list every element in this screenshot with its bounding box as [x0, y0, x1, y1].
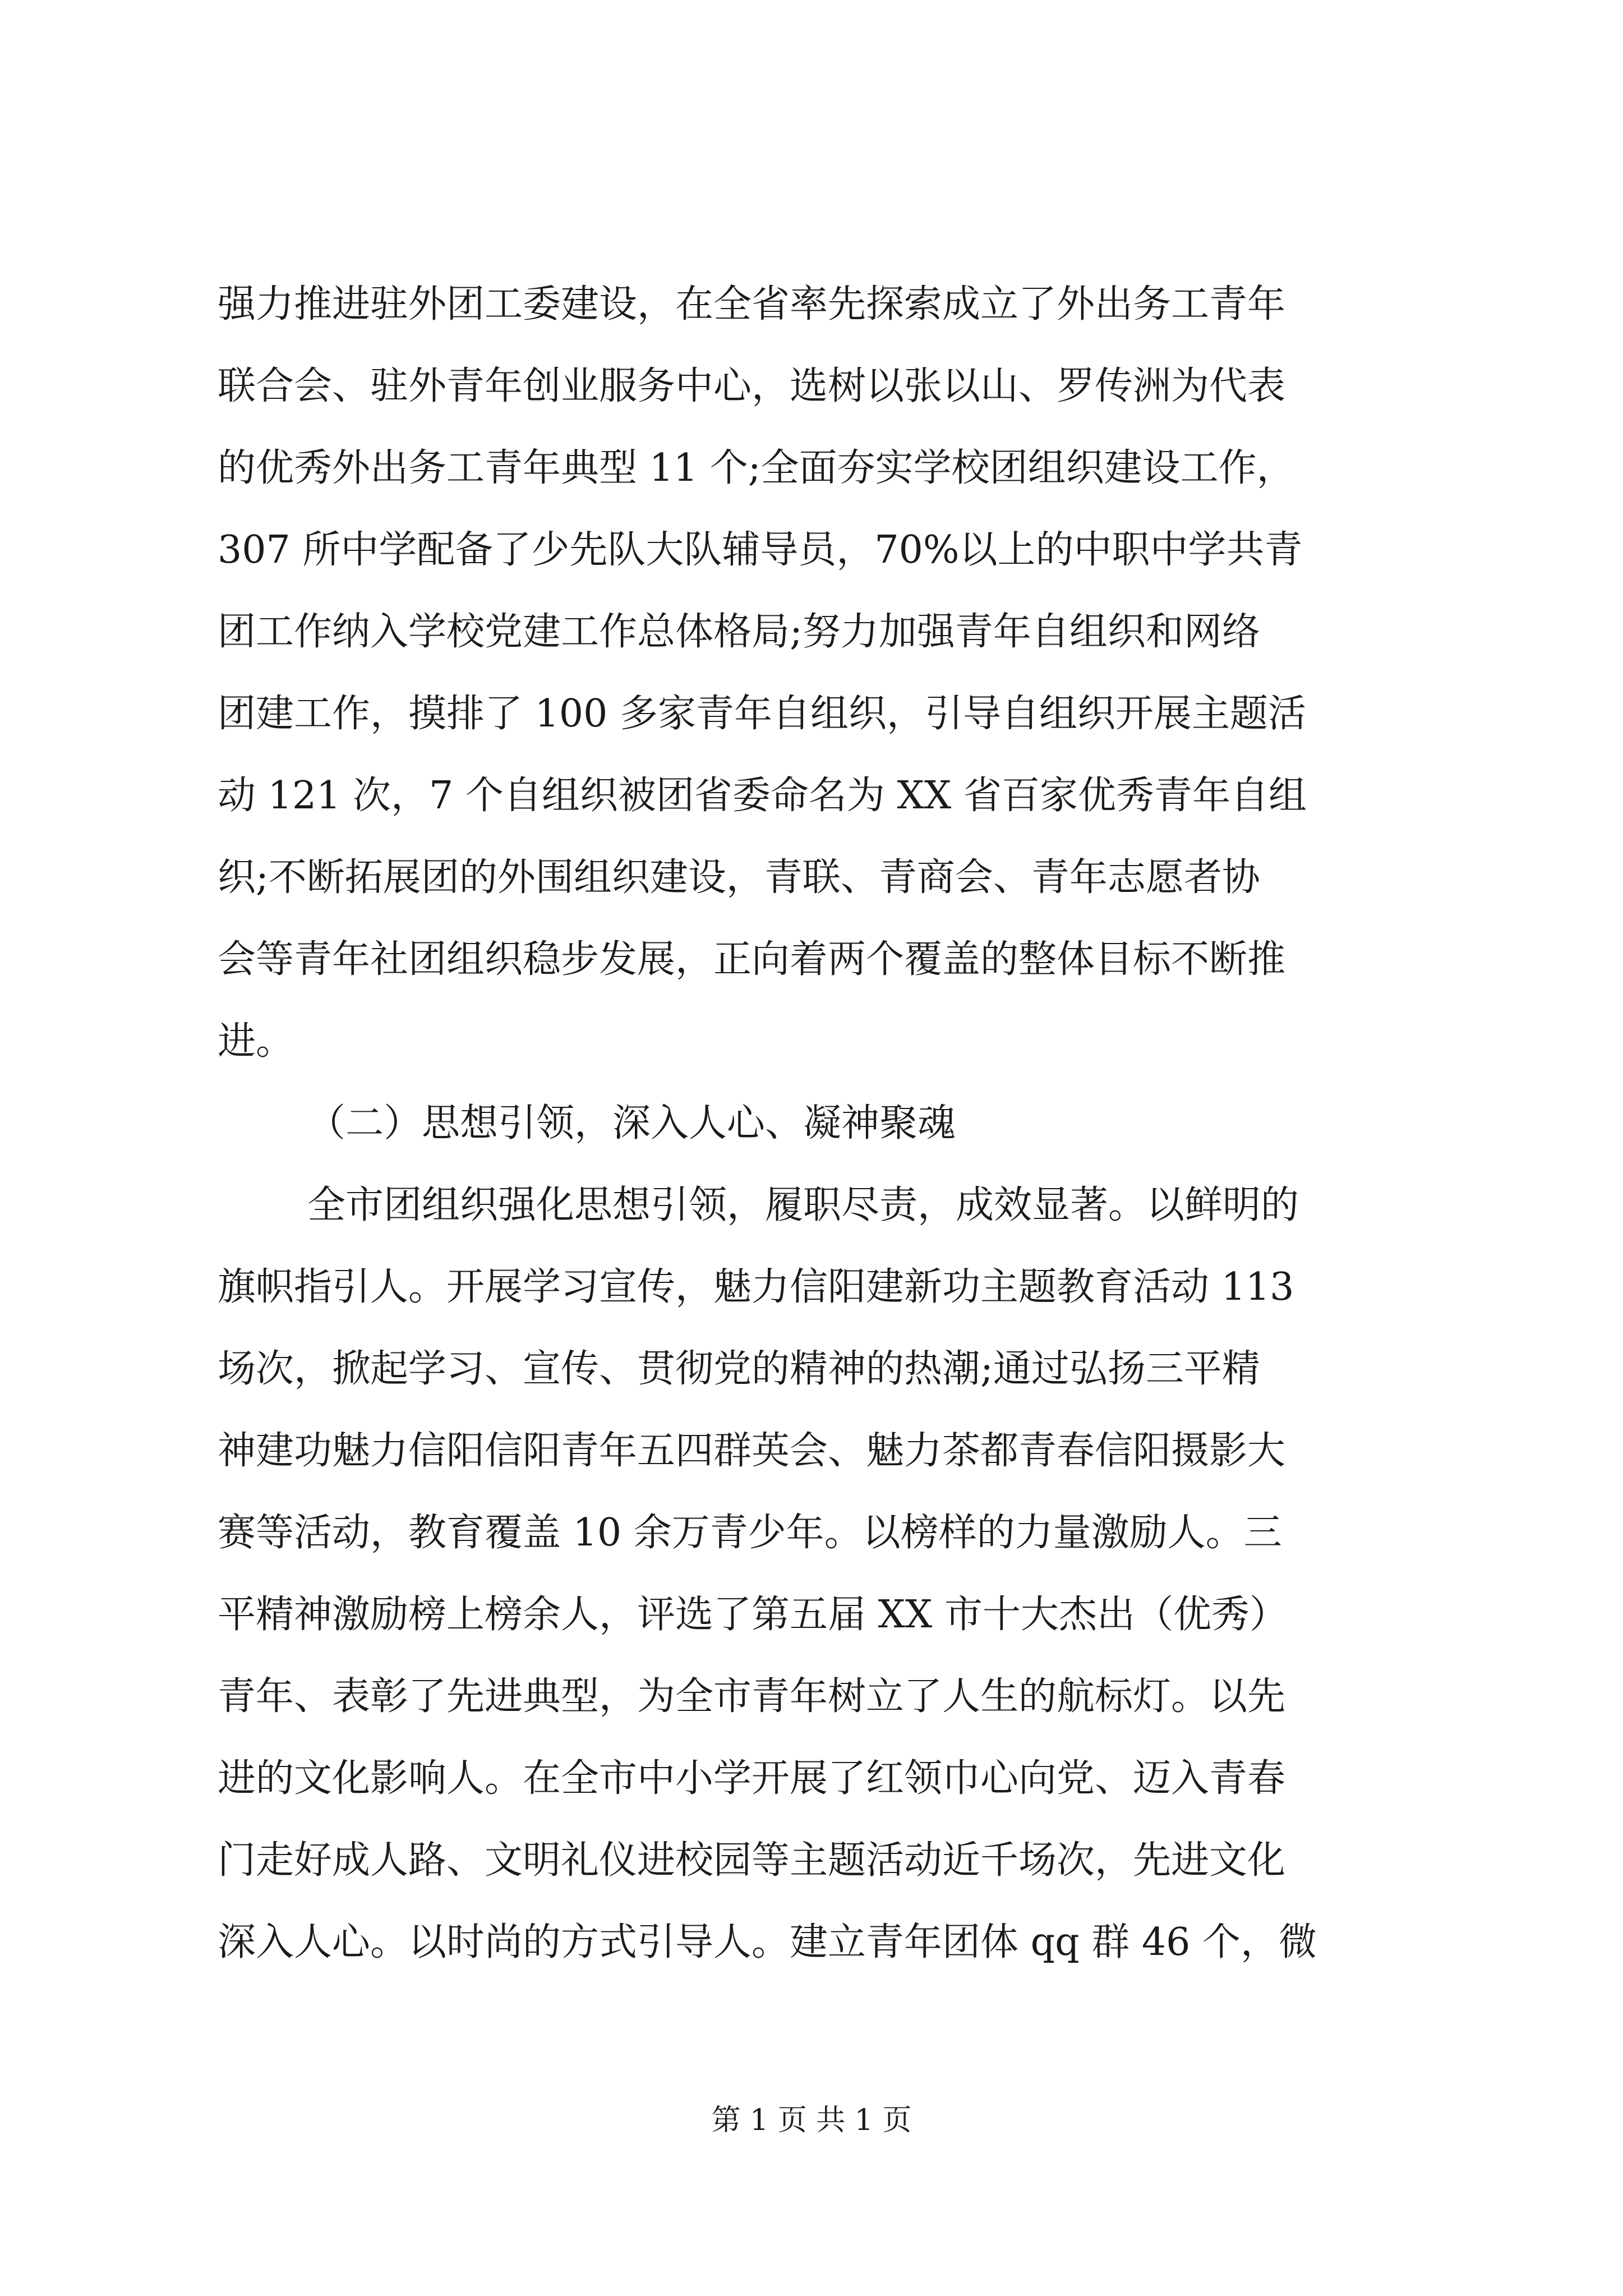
- body-line: 团建工作，摸排了 100 多家青年自组织，引导自组织开展主题活: [218, 692, 1307, 736]
- body-line: 307 所中学配备了少先队大队辅导员，70%以上的中职中学共青: [218, 528, 1303, 572]
- page-footer: 第 1 页 共 1 页: [711, 2104, 912, 2137]
- body-line: 的优秀外出务工青年典型 11 个;全面夯实学校团组织建设工作，: [218, 446, 1295, 490]
- body-line: 进。: [218, 1019, 294, 1064]
- body-line: 联合会、驻外青年创业服务中心，选树以张以山、罗传洲为代表: [218, 364, 1286, 408]
- body-line: 织;不断拓展团的外围组织建设，青联、青商会、青年志愿者协: [218, 855, 1260, 900]
- paragraph-line: 深入人心。以时尚的方式引导人。建立青年团体 qq 群 46 个，微: [218, 1920, 1317, 1964]
- body-line: 团工作纳入学校党建工作总体格局;努力加强青年自组织和网络: [218, 610, 1260, 654]
- paragraph-line: 平精神激励榜上榜余人，评选了第五届 XX 市十大杰出（优秀）: [218, 1593, 1288, 1637]
- paragraph-line: 赛等活动，教育覆盖 10 余万青少年。以榜样的力量激励人。三: [218, 1511, 1282, 1555]
- body-line: 强力推进驻外团工委建设，在全省率先探索成立了外出务工青年: [218, 282, 1286, 326]
- paragraph-line: 神建功魅力信阳信阳青年五四群英会、魅力茶都青春信阳摄影大: [218, 1429, 1286, 1473]
- body-line: 动 121 次，7 个自组织被团省委命名为 XX 省百家优秀青年自组: [218, 774, 1307, 818]
- body-line: 会等青年社团组织稳步发展，正向着两个覆盖的整体目标不断推: [218, 937, 1286, 982]
- paragraph-line: 旗帜指引人。开展学习宣传，魅力信阳建新功主题教育活动 113: [218, 1265, 1294, 1309]
- paragraph-line: 场次，掀起学习、宣传、贯彻党的精神的热潮;通过弘扬三平精: [218, 1347, 1260, 1391]
- paragraph-line: 青年、表彰了先进典型，为全市青年树立了人生的航标灯。以先: [218, 1674, 1286, 1719]
- paragraph-line: 全市团组织强化思想引领，履职尽责，成效显著。以鲜明的: [307, 1183, 1299, 1227]
- paragraph-line: 进的文化影响人。在全市中小学开展了红领巾心向党、迈入青春: [218, 1756, 1286, 1801]
- document-body: [218, 264, 1423, 1984]
- section-heading: （二）思想引领，深入人心、凝神聚魂: [307, 1101, 956, 1145]
- paragraph-line: 门走好成人路、文明礼仪进校园等主题活动近千场次，先进文化: [218, 1838, 1286, 1883]
